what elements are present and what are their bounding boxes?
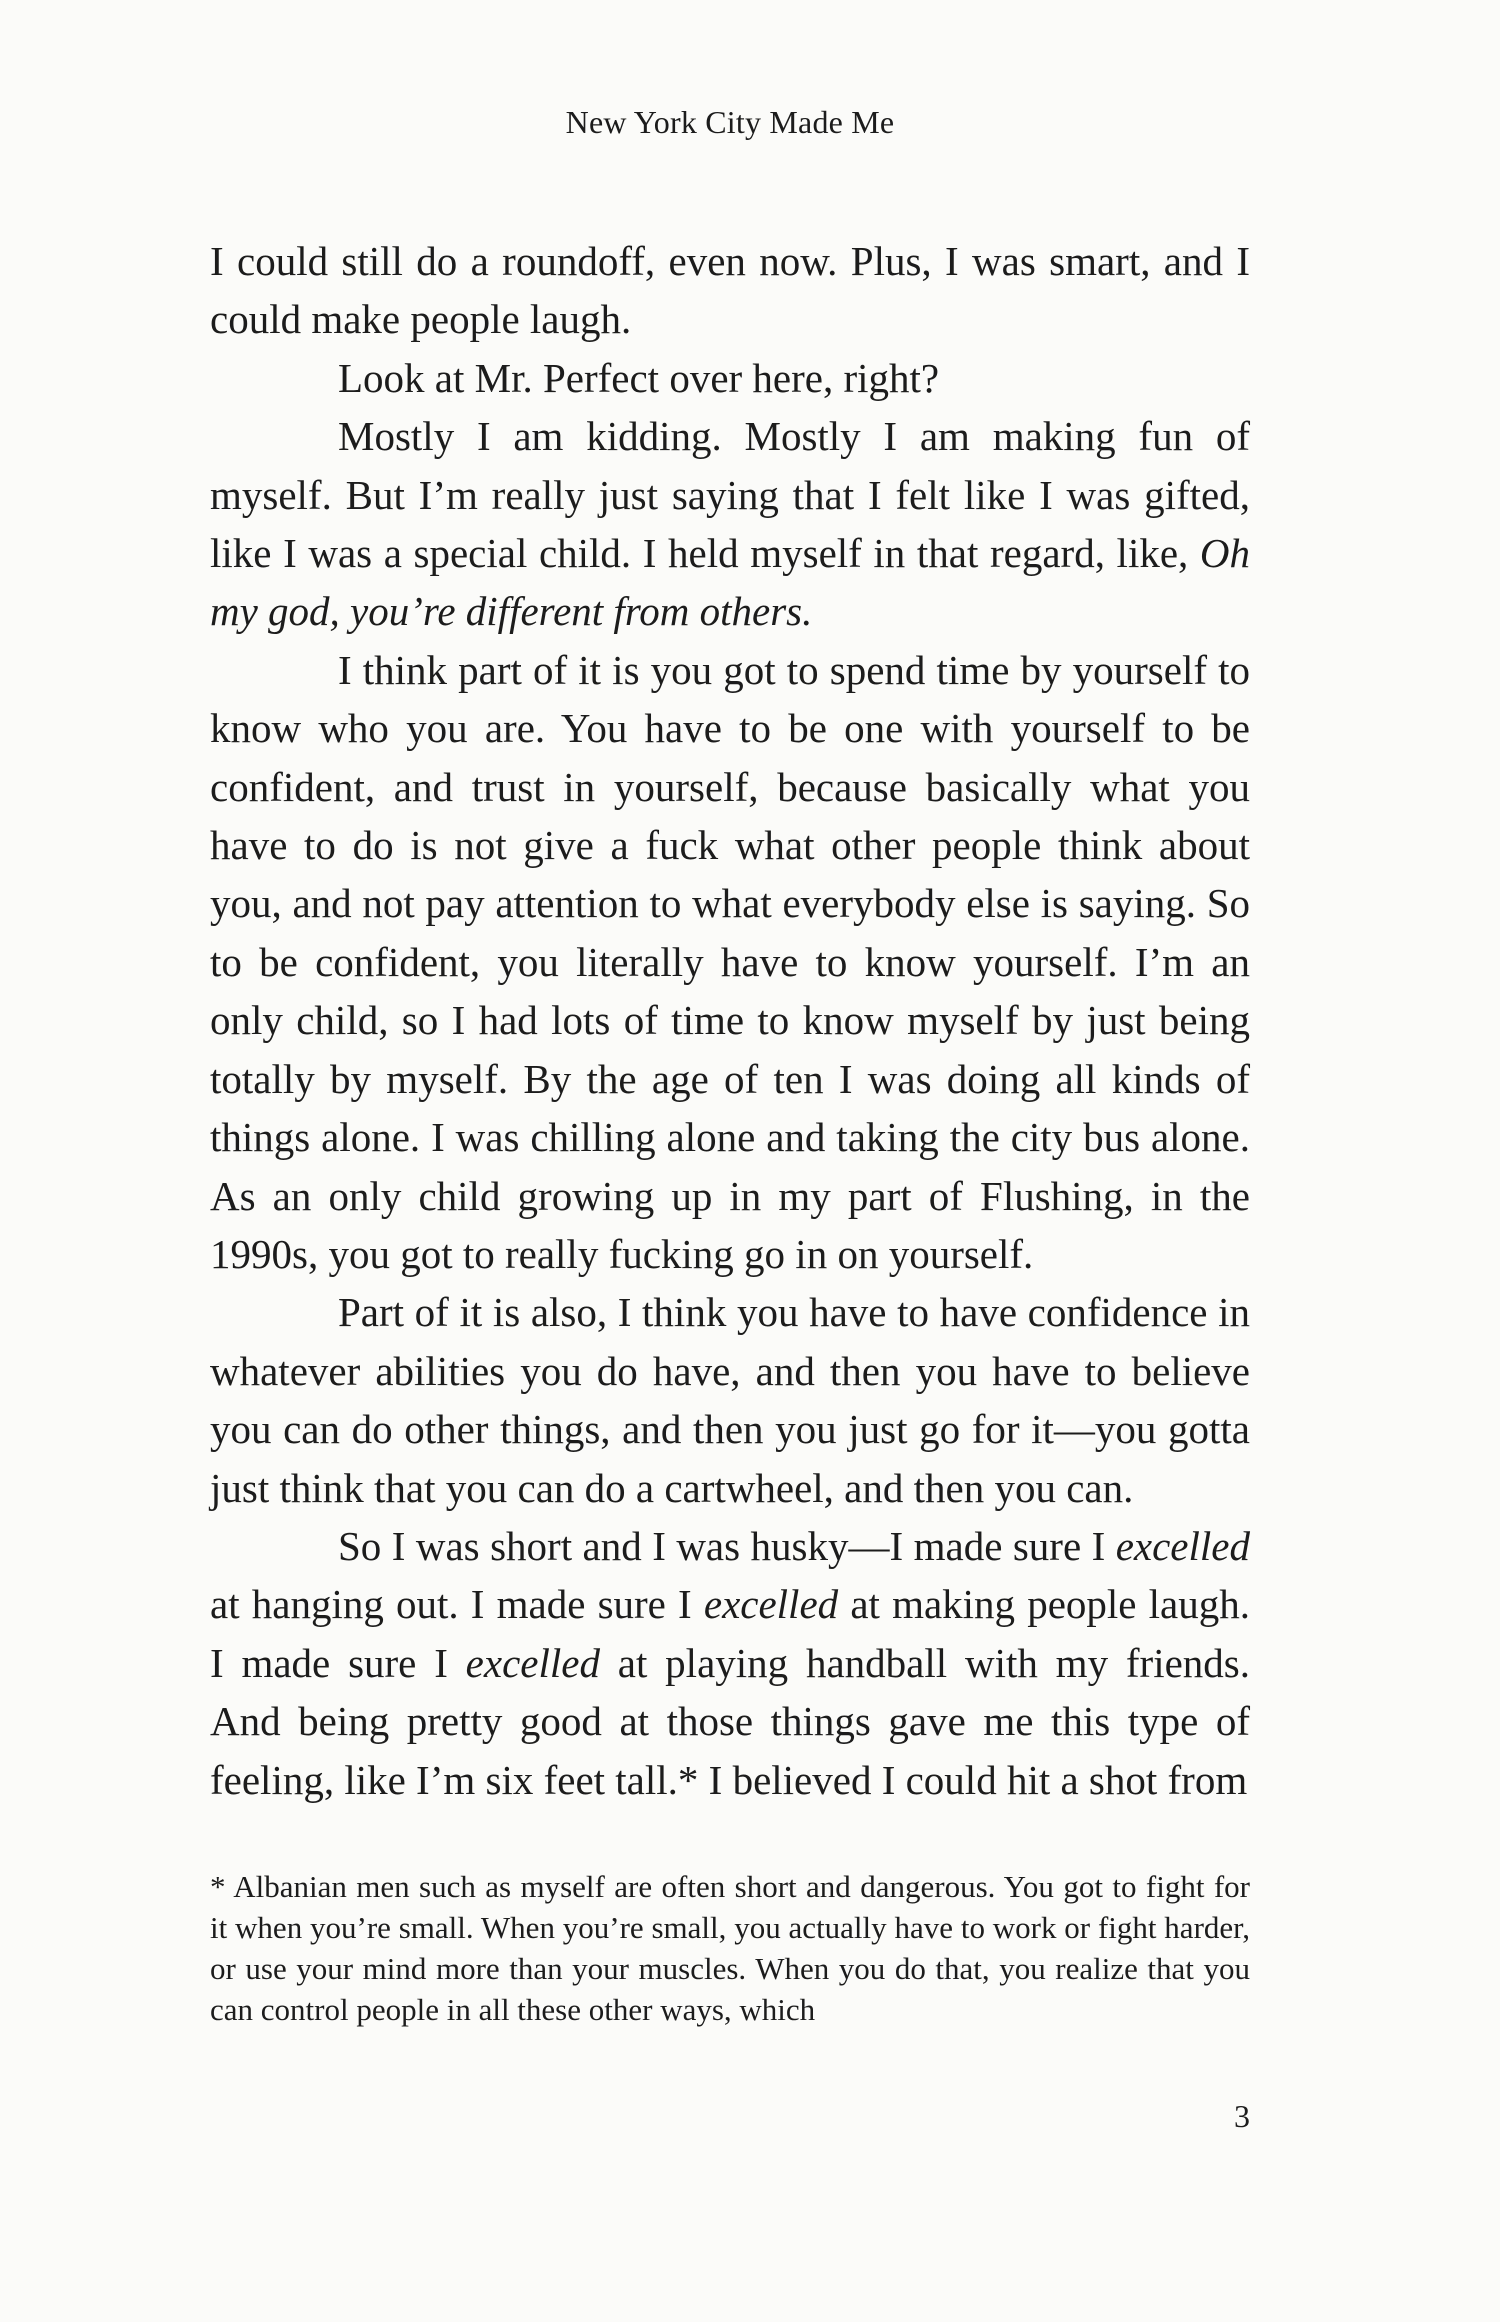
text-segment: I think part of it is you got to spend time by yourself to know who you are. You have to be one with yourself to be confident, and trust in yourself, because basically what you have to do is not give a fuck what other people think about you, and not pay attention to what everybody else is saying. So to be confident, you literally have to know yourself. I’m an only child, so I had lots of time to know myself by just being totally by myself. By the age of ten I was doing all kinds of things alone. I was chilling alone and taking the city bus alone. As an only child growing up in my part of Flushing, in the 1990s, you got to really fucking go in on yourself.	[210, 646, 1250, 1277]
page-number: 3	[1234, 2098, 1250, 2134]
running-head: New York City Made Me	[565, 104, 895, 140]
text-segment: So I was short and I was husky—I made sure I	[338, 1522, 1116, 1569]
paragraph	[210, 1283, 1250, 1517]
body-text	[210, 232, 1250, 1809]
italic-segment: Oh my god, you’re different from others.	[210, 530, 1250, 635]
italic-segment: excelled	[703, 1581, 839, 1628]
italic-segment: excelled	[1115, 1522, 1250, 1569]
footnote: * Albanian men such as myself are often short and dangerous. You got to fight for it when you’re small. When you’re small, you actually have to work or fight harder, or use your mind more than your muscles. When you do that, you realize that you can control people in all these other ways, which	[210, 1869, 1250, 2027]
text-segment: Look at Mr. Perfect over here, right?	[338, 354, 940, 401]
text-segment: at playing handball with my friends. And being pretty good at those things gave me this type of feeling, like I’m six feet tall.* I believed I could hit a shot from	[210, 1639, 1250, 1803]
paragraph	[210, 1517, 1250, 1809]
text-segment: at hanging out. I made sure I	[210, 1581, 704, 1628]
italic-segment: excelled	[465, 1639, 600, 1686]
text-segment: I could still do a roundoff, even now. Plus, I was smart, and I could make people laugh.	[210, 238, 1250, 343]
text-segment: Mostly I am kidding. Mostly I am making fun of myself. But I’m really just saying that I felt like I was gifted, like I was a special child. I held myself in that regard, like,	[210, 413, 1250, 577]
paragraph	[210, 641, 1250, 1283]
text-segment: Part of it is also, I think you have to have confidence in whatever abilities you do have, and then you have to believe you can do other things, and then you just go for it—you gotta just think that you can do a cartwheel, and then you can.	[210, 1289, 1250, 1511]
text-segment: at making people laugh. I made sure I	[210, 1581, 1251, 1686]
paragraph	[210, 407, 1250, 641]
paragraph	[210, 349, 1250, 407]
paragraph	[210, 232, 1250, 349]
